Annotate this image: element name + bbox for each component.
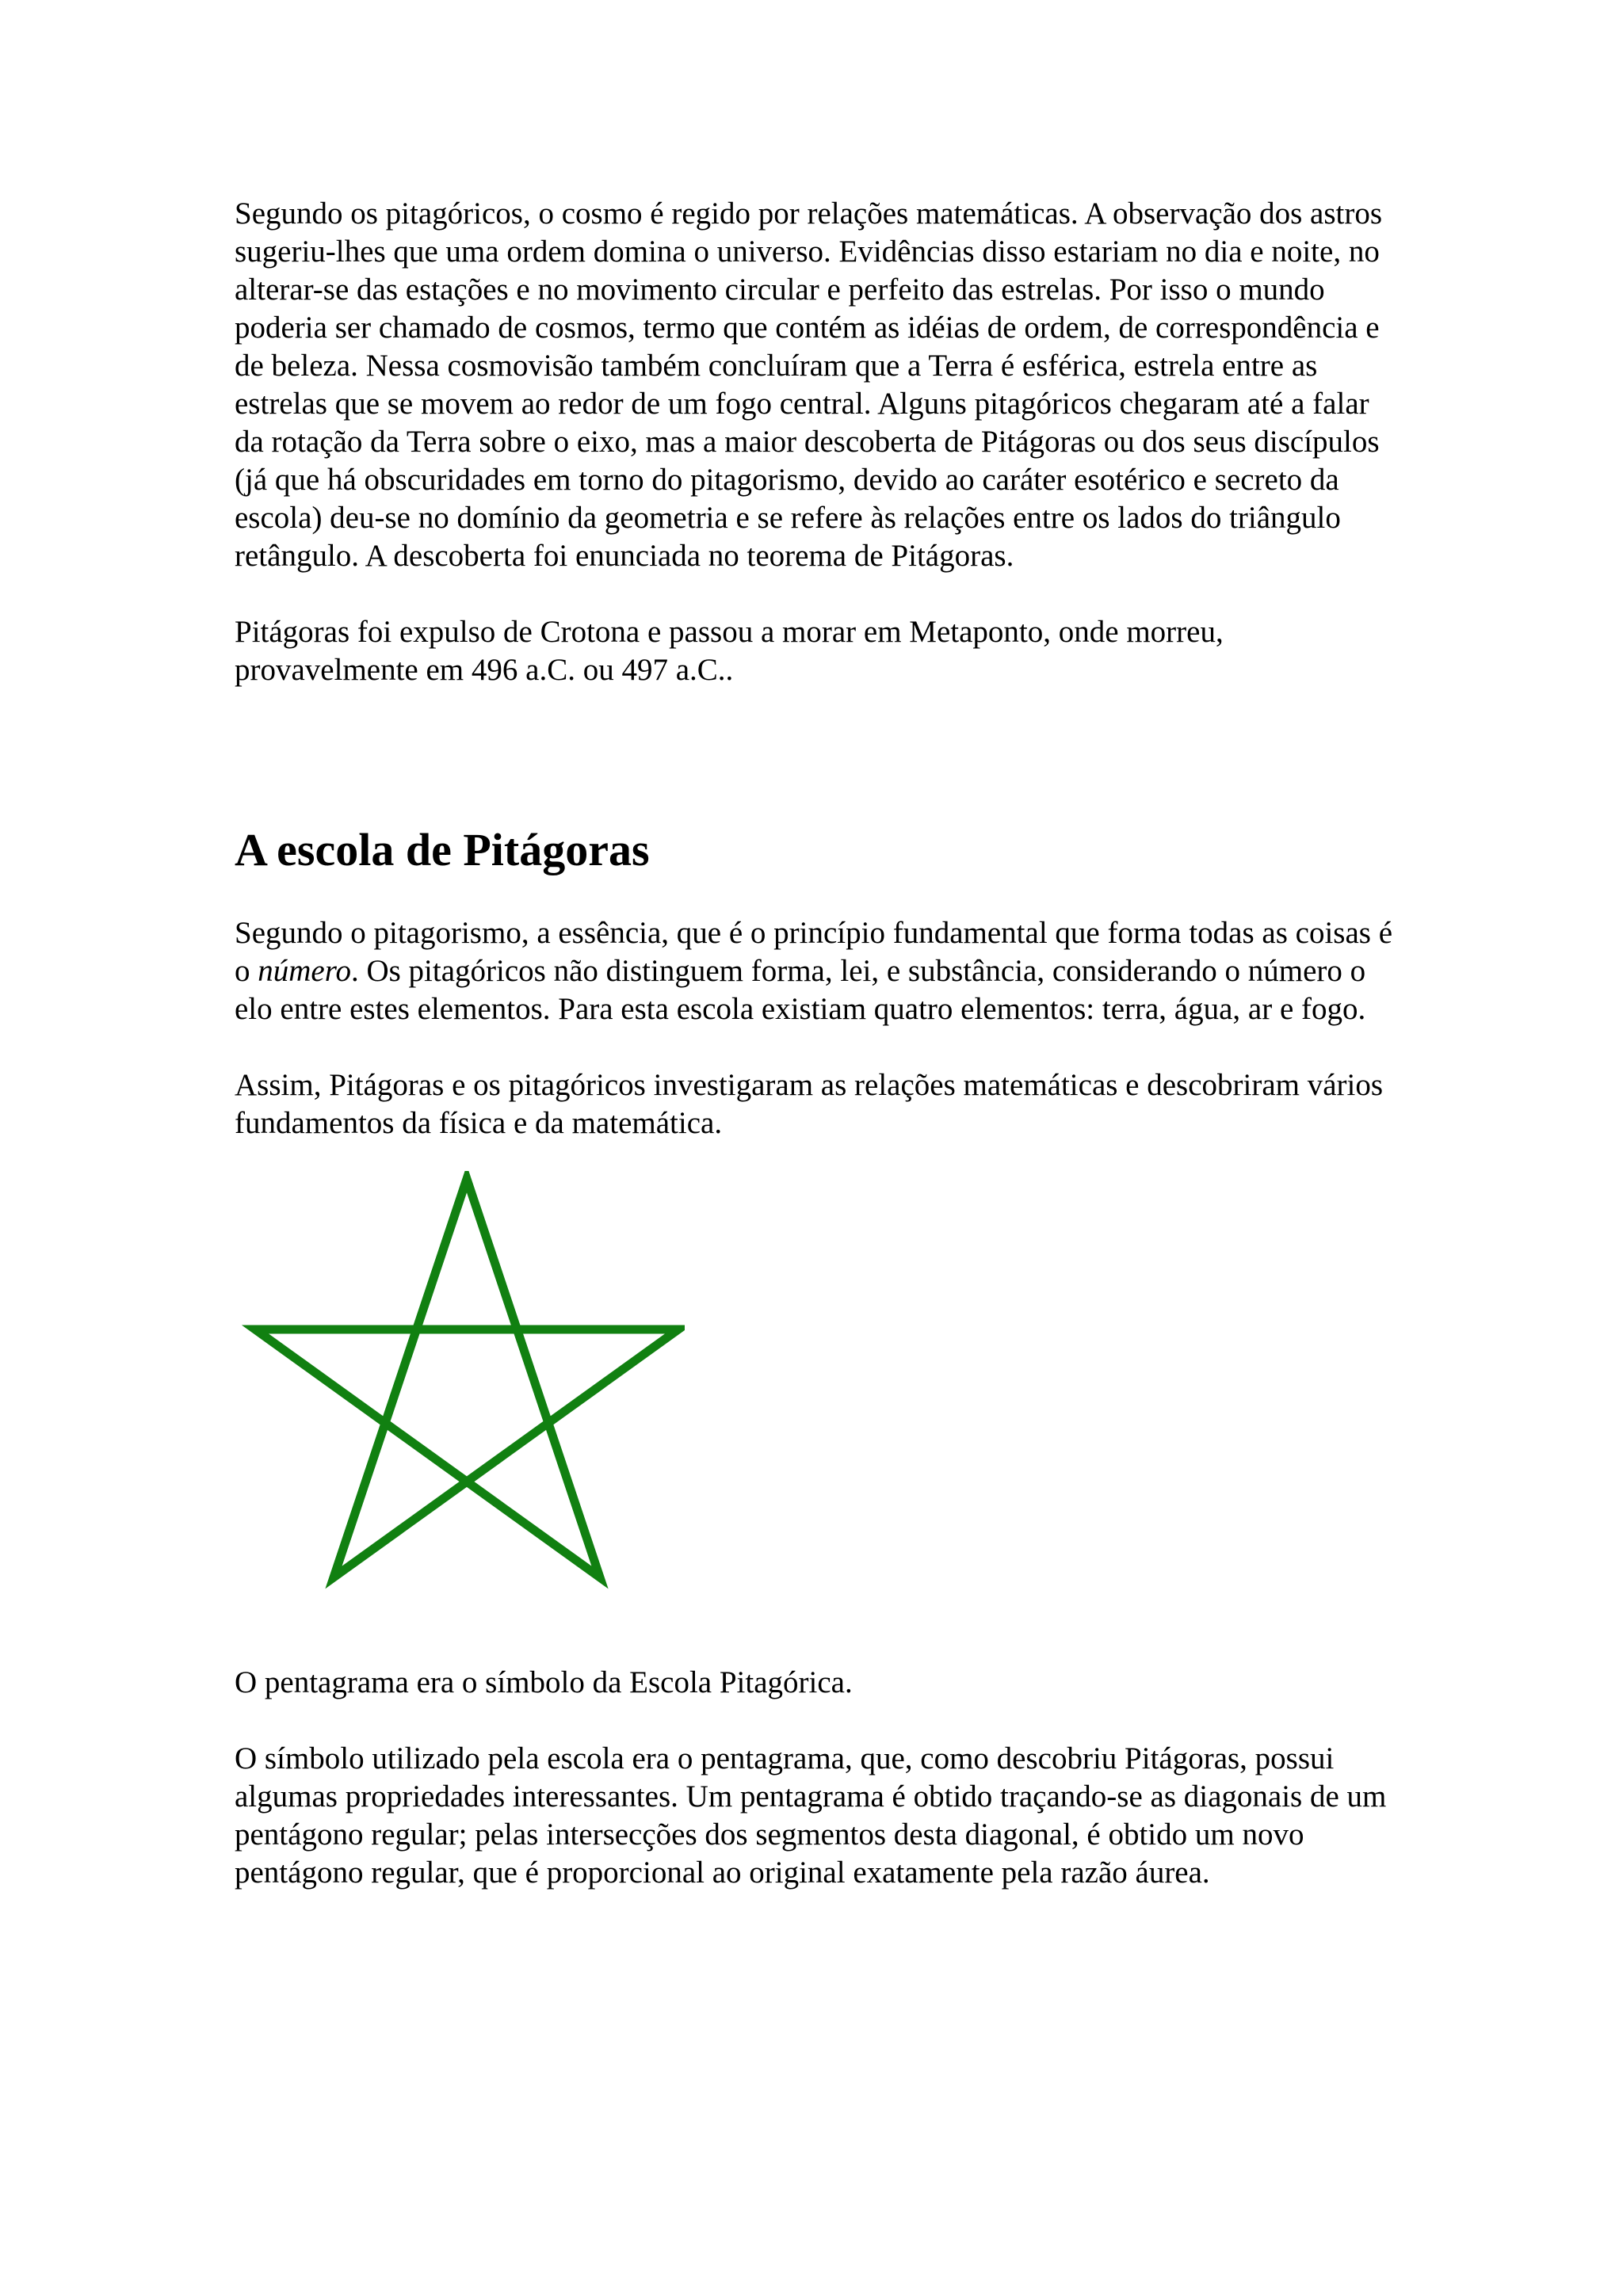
essence-italic-word: número	[258, 954, 351, 988]
pentagram-shape	[255, 1179, 678, 1577]
paragraph-cosmos: Segundo os pitagóricos, o cosmo é regido por relações matemáticas. A observação dos astros sugeriu-lhes que uma ordem domina o universo. Evidências disso estariam no dia e noite, no alterar-se das estações e no movimento circular e perfeito das estrelas. Por isso o mundo poderia ser chamado de cosmos, termo que contém as idéias de ordem, de correspondência e de beleza. Nessa cosmovisão também concluíram que a Terra é esférica, estrela entre as estrelas que se movem ao redor de um fogo central. Alguns pitagóricos chegaram até a falar da rotação da Terra sobre o eixo, mas a maior descoberta de Pitágoras ou dos seus discípulos (já que há obscuridades em torno do pitagorismo, devido ao caráter esotérico e secreto da escola) deu-se no domínio da geometria e se refere às relações entre os lados do triângulo retângulo. A descoberta foi enunciada no teorema de Pitágoras.	[235, 196, 1383, 573]
pentagram-figure	[241, 1171, 685, 1591]
pentagram-icon	[241, 1171, 685, 1591]
document-page	[235, 195, 1400, 1892]
essence-text-after: . Os pitagóricos não distinguem forma, lei, e substância, considerando o número o elo entre estes elementos. Para esta escola existiam quatro elementos: terra, água, ar e fogo.	[235, 954, 1366, 1026]
essence-text-before: Segundo o pitagorismo, a essência, que é o princípio fundamental que forma todas as coisas é o	[235, 916, 1393, 988]
paragraph-pentagram: O símbolo utilizado pela escola era o pentagrama, que, como descobriu Pitágoras, possui algumas propriedades interessantes. Um pentagrama é obtido traçando-se as diagonais de um pentágono regular; pelas intersecções dos segmentos desta diagonal, é obtido um novo pentágono regular, que é proporcional ao original exatamente pela razão áurea.	[235, 1741, 1387, 1890]
section-heading: A escola de Pitágoras	[235, 824, 650, 875]
paragraph-essence	[235, 914, 1400, 1028]
figure-caption: O pentagrama era o símbolo da Escola Pitagórica.	[235, 1665, 853, 1699]
paragraph-investigation: Assim, Pitágoras e os pitagóricos investigaram as relações matemáticas e descobriram vários fundamentos da física e da matemática.	[235, 1068, 1384, 1140]
paragraph-death: Pitágoras foi expulso de Crotona e passou a morar em Metaponto, onde morreu, provavelmente em 496 a.C. ou 497 a.C..	[235, 615, 1224, 687]
